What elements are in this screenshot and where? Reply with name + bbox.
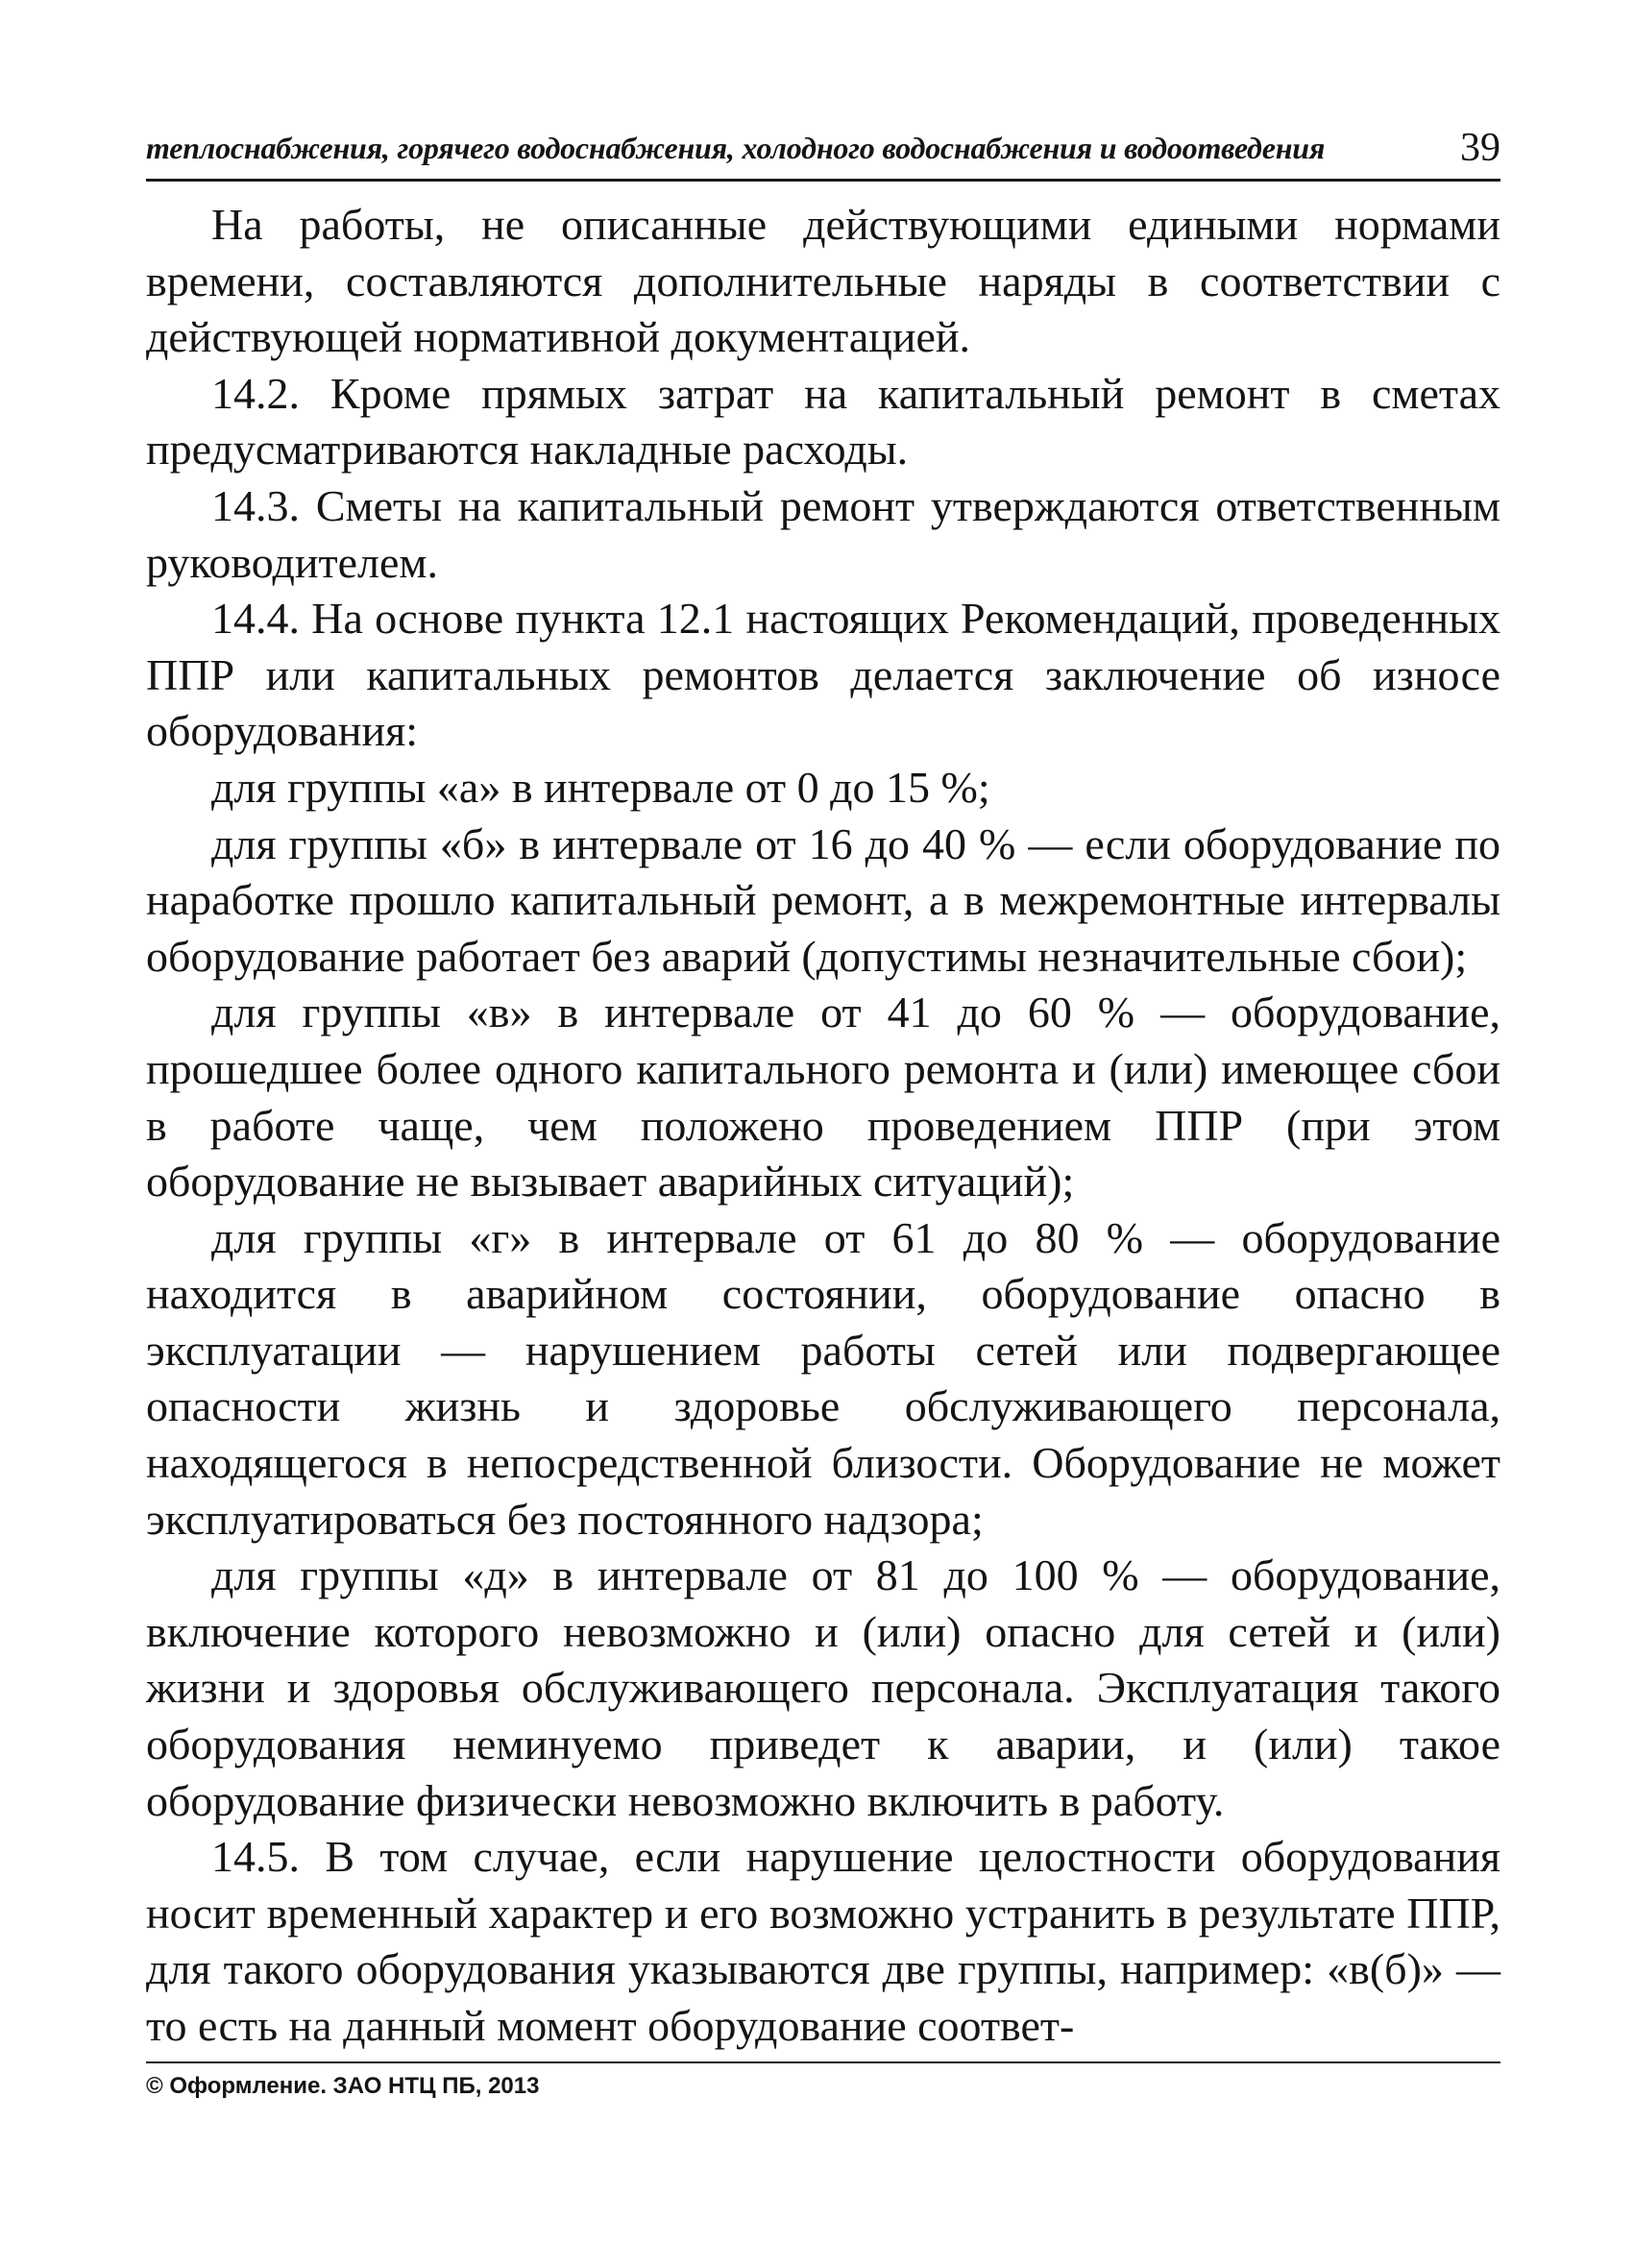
paragraph-intro: На работы, не описанные действующими едиными нормами времени, составляются дополнительные наряды в соответствии с действующей нормативной документацией. — [146, 200, 1500, 362]
paragraph-group-b: для группы «б» в интервале от 16 до 40 % — если оборудование по наработке прошло капитальный ремонт, а в межремонтные интервалы оборудование работает без аварий (допустимы незначительные сбои); — [146, 818, 1500, 981]
page-number: 39 — [1460, 126, 1500, 170]
paragraph-14-2: 14.2. Кроме прямых затрат на капитальный ремонт в сметах предусматриваются накладные расходы. — [146, 368, 1500, 475]
copyright-notice: © Оформление. ЗАО НТЦ ПБ, 2013 — [146, 2073, 540, 2099]
paragraph-group-a: для группы «а» в интервале от 0 до 15 %; — [211, 762, 990, 812]
paragraph-14-5: 14.5. В том случае, если нарушение целостности оборудования носит временный характер и его возможно устранить в результате ППР, для такого оборудования указываются две группы, например: «в(б)» — то есть на данный момент оборудование соответ- — [146, 1832, 1500, 2050]
paragraph-14-3: 14.3. Сметы на капитальный ремонт утверждаются ответственным руководителем. — [146, 480, 1500, 587]
paragraph-group-v: для группы «в» в интервале от 41 до 60 % — оборудование, прошедшее более одного капитального ремонта и (или) имеющее сбои в работе чаще, чем положено проведением ППР (при этом оборудование не вызывает аварийных ситуаций); — [146, 988, 1500, 1207]
footer-divider — [146, 2061, 1500, 2063]
paragraph-group-d: для группы «д» в интервале от 81 до 100 % — оборудование, включение которого невозможно и (или) опасно для сетей и (или) жизни и здоровья обслуживающего персонала. Эксплуатация такого оборудования неминуемо приведет к аварии, и (или) такое оборудование физически невозможно включить в работу. — [146, 1550, 1500, 1825]
running-header — [146, 123, 1500, 182]
running-title: теплоснабжения, горячего водоснабжения, холодного водоснабжения и водоотведения — [146, 131, 1326, 165]
body-text — [146, 197, 1500, 2055]
paragraph-group-g: для группы «г» в интервале от 61 до 80 % — оборудование находится в аварийном состоянии, оборудование опасно в эксплуатации — нарушением работы сетей или подвергающее опасности жизнь и здоровье обслуживающего персонала, находящегося в непосредственной близости. Оборудование не может эксплуатироваться без постоянного надзора; — [146, 1212, 1500, 1544]
paragraph-14-4: 14.4. На основе пункта 12.1 настоящих Рекомендаций, проведенных ППР или капитальных ремонтов делается заключение об износе оборудования: — [146, 594, 1500, 756]
